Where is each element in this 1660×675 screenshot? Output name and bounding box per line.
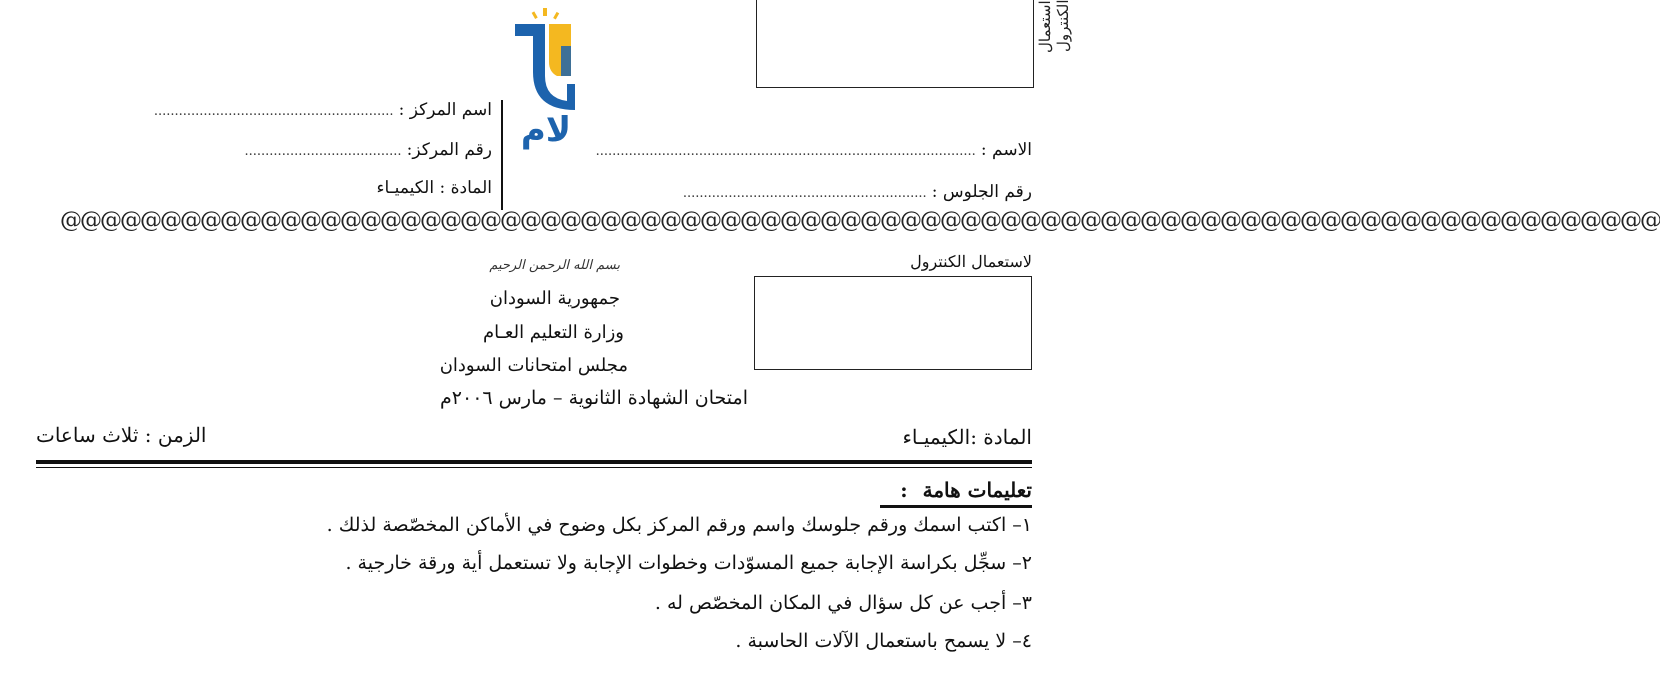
- issuer-council: مجلس امتحانات السودان: [439, 355, 628, 376]
- subject-line-subject: المادة :الكيميـاء: [902, 425, 1032, 449]
- basmala: بسم الله الرحمن الرحيم: [489, 258, 620, 273]
- header-left: [58, 100, 498, 210]
- subject-label: المادة : الكيميـاء: [376, 178, 492, 198]
- header-divider: [501, 100, 503, 210]
- center-number-row: [62, 140, 492, 160]
- subject-line-time: الزمن : ثلاث ساعات: [36, 423, 207, 447]
- header-right: [510, 140, 1032, 210]
- seat-number-dots[interactable]: ...........................................................: [682, 186, 927, 201]
- seat-number-label: رقم الجلوس :: [931, 182, 1032, 202]
- separator-thick: [36, 460, 1032, 464]
- center-name-row: [62, 100, 492, 120]
- logo-text: لام: [520, 110, 572, 150]
- center-number-label: رقم المركز:: [406, 140, 492, 160]
- center-name-label: اسم المركز :: [398, 100, 492, 120]
- instruction-item-2: ٢– سجِّل بكراسة الإجابة جميع المسوّدات وخطوات الإجابة ولا تستعمل أية ورقة خارجية .: [345, 552, 1032, 574]
- center-number-dots[interactable]: ......................................: [244, 144, 402, 159]
- instructions-heading-row: [780, 478, 1032, 502]
- exam-title: امتحان الشهادة الثانوية – مارس ٢٠٠٦م: [440, 387, 748, 409]
- name-label: الاسم :: [980, 140, 1032, 160]
- instruction-item-4: ٤– لا يسمح باستعمال الآلات الحاسبة .: [735, 630, 1032, 652]
- instructions-heading-underline: [880, 505, 1032, 508]
- instructions-heading: تعليمات هامة: [922, 478, 1032, 502]
- lam-logo: [505, 6, 587, 156]
- control-box-top: [756, 0, 1034, 88]
- control-box: [754, 276, 1032, 370]
- control-vertical-label: استعمال الكنترول: [1036, 0, 1072, 53]
- instruction-item-3: ٣– أجب عن كل سؤال في المكان المخصّص له .: [654, 592, 1032, 614]
- control-label: لاستعمال الكنترول: [910, 252, 1032, 271]
- instruction-item-1: ١– اكتب اسمك ورقم جلوسك واسم ورقم المركز بكل وضوح في الأماكن المخصّصة لذلك .: [326, 514, 1032, 536]
- instructions-colon: :: [900, 478, 908, 502]
- name-row: [510, 140, 1032, 160]
- issuer-country: جمهورية السودان: [489, 288, 620, 309]
- separator-thin: [36, 467, 1032, 468]
- name-dots[interactable]: ............................................................................................: [595, 144, 976, 159]
- subject-row: [62, 178, 492, 198]
- decorative-border: @@@@@@@@@@@@@@@@@@@@@@@@@@@@@@@@@@@@@@@@@@@@@@@@@@@@@@@@@@@@@@@@@@@@@@@@@@@@@@@@: [60, 208, 1660, 233]
- seat-number-row: [510, 182, 1032, 202]
- issuer-ministry: وزارة التعليم العـام: [483, 322, 624, 343]
- center-name-dots[interactable]: ..........................................................: [153, 104, 394, 119]
